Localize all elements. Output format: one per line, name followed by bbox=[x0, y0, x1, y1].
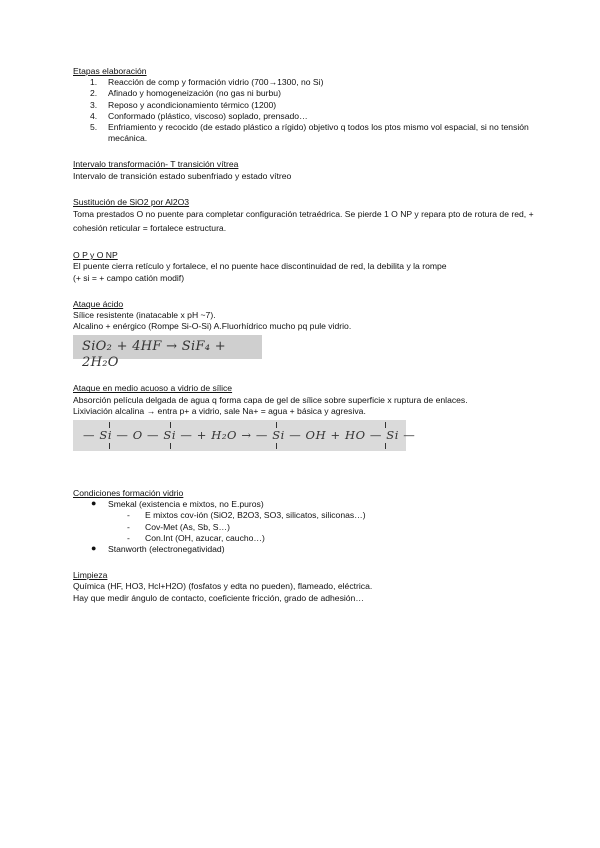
heading-intervalo: Intervalo transformación- T transición vítrea bbox=[73, 159, 239, 170]
list-item bbox=[73, 499, 543, 544]
paragraph: Lixiviación alcalina → entra p+ a vidrio, sale Na+ = agua + básica y agresiva. bbox=[73, 405, 366, 416]
heading-condiciones: Condiciones formación vidrio bbox=[73, 488, 184, 499]
heading-op-onp: O P y O NP bbox=[73, 250, 118, 261]
bond-tick bbox=[276, 443, 277, 449]
list-item bbox=[73, 111, 543, 122]
section-op-onp bbox=[73, 250, 543, 284]
bullet-icon: ● bbox=[91, 498, 97, 509]
list-number: 5. bbox=[90, 122, 98, 133]
list-item bbox=[73, 100, 543, 111]
heading-ataque-acuoso: Ataque en medio acuoso a vidrio de sílice bbox=[73, 383, 233, 394]
dash-icon: - bbox=[127, 510, 130, 521]
handwritten-equation-image bbox=[73, 335, 262, 371]
list-number: 2. bbox=[90, 88, 98, 99]
dash-icon: - bbox=[127, 521, 130, 532]
list-text: Enfriamiento y recocido (de estado plástico a rígido) objetivo q todos los ptos mismo vol espacial, si no tensión mecánica. bbox=[108, 122, 529, 144]
section-ataque-acido bbox=[73, 298, 543, 371]
list-text: Reposo y acondicionamiento térmico (1200) bbox=[108, 99, 277, 110]
heading-limpieza: Limpieza bbox=[73, 570, 108, 581]
bond-tick bbox=[109, 443, 110, 449]
bond-tick bbox=[170, 422, 171, 428]
paragraph: Absorción película delgada de agua q forma capa de gel de sílice sobre superficie x ruptura de enlaces. bbox=[73, 394, 468, 405]
paragraph: Hay que medir ángulo de contacto, coeficiente fricción, grado de adhesión… bbox=[73, 592, 364, 603]
section-limpieza bbox=[73, 570, 543, 604]
section-condiciones bbox=[73, 488, 543, 555]
sublist-text: Cov-Met (As, Sb, S…) bbox=[145, 521, 230, 532]
list-text: Afinado y homogeneización (no gas ni burbu) bbox=[108, 88, 281, 99]
list-text: Stanworth (electronegatividad) bbox=[108, 544, 225, 555]
paragraph: Alcalino + enérgico (Rompe Si-O-Si) A.Fluorhídrico mucho pq pule vidrio. bbox=[73, 321, 352, 332]
section-etapas bbox=[73, 66, 543, 144]
sublist-text: Con.Int (OH, azucar, caucho…) bbox=[145, 532, 265, 543]
handwritten-reaction: — Si — O — Si — + H₂O → — Si — OH + HO — Si — bbox=[83, 428, 416, 443]
bond-tick bbox=[385, 443, 386, 449]
bond-tick bbox=[276, 422, 277, 428]
section-ataque-acuoso bbox=[73, 383, 543, 451]
paragraph: El puente cierra retículo y fortalece, el no puente hace discontinuidad de red, la debilita y la rompe bbox=[73, 261, 447, 272]
paragraph: Sílice resistente (inatacable x pH ~7). bbox=[73, 310, 216, 321]
list-number: 3. bbox=[90, 99, 98, 110]
smekal-sublist bbox=[73, 510, 543, 544]
heading-etapas: Etapas elaboración bbox=[73, 66, 147, 76]
sublist-item bbox=[73, 522, 543, 533]
sublist-item bbox=[73, 510, 543, 521]
list-item bbox=[73, 77, 543, 88]
dash-icon: - bbox=[127, 532, 130, 543]
paragraph: Intervalo de transición estado subenfriado y estado vítreo bbox=[73, 170, 292, 181]
sublist-item bbox=[73, 533, 543, 544]
list-number: 4. bbox=[90, 110, 98, 121]
list-text: Conformado (plástico, viscoso) soplado, prensado… bbox=[108, 110, 308, 121]
etapas-list bbox=[73, 77, 543, 144]
bond-tick bbox=[170, 443, 171, 449]
paragraph: Química (HF, HO3, Hcl+H2O) (fosfatos y edta no pueden), flameado, eléctrica. bbox=[73, 581, 373, 592]
list-item bbox=[73, 544, 543, 555]
section-sustitucion bbox=[73, 197, 543, 235]
paragraph: (+ si = + campo catión modif) bbox=[73, 272, 185, 283]
condiciones-list bbox=[73, 499, 543, 555]
heading-ataque-acido: Ataque ácido bbox=[73, 298, 124, 309]
list-text: Smekal (existencia e mixtos, no E.puros) bbox=[108, 499, 264, 510]
handwritten-reaction-image bbox=[73, 420, 416, 451]
bond-tick bbox=[385, 422, 386, 428]
bond-tick bbox=[109, 422, 110, 428]
document-page bbox=[73, 66, 543, 604]
handwritten-equation: SiO₂ + 4HF → SiF₄ + 2H₂O bbox=[82, 339, 226, 371]
list-item bbox=[73, 88, 543, 99]
paragraph: Toma prestados O no puente para completar configuración tetraédrica. Se pierde 1 O NP y repara pto de rotura de red, + cohesión reticular = fortalece estructura. bbox=[73, 209, 534, 233]
sublist-text: E mixtos cov-ión (SiO2, B2O3, SO3, silicatos, siliconas…) bbox=[145, 510, 366, 521]
section-intervalo bbox=[73, 159, 543, 181]
heading-sustitucion: Sustitución de SiO2 por Al2O3 bbox=[73, 196, 190, 207]
list-number: 1. bbox=[90, 77, 98, 88]
list-item bbox=[73, 122, 543, 144]
list-text: Reacción de comp y formación vidrio (700→1300, no Si) bbox=[108, 77, 324, 88]
bullet-icon: ● bbox=[91, 543, 97, 554]
